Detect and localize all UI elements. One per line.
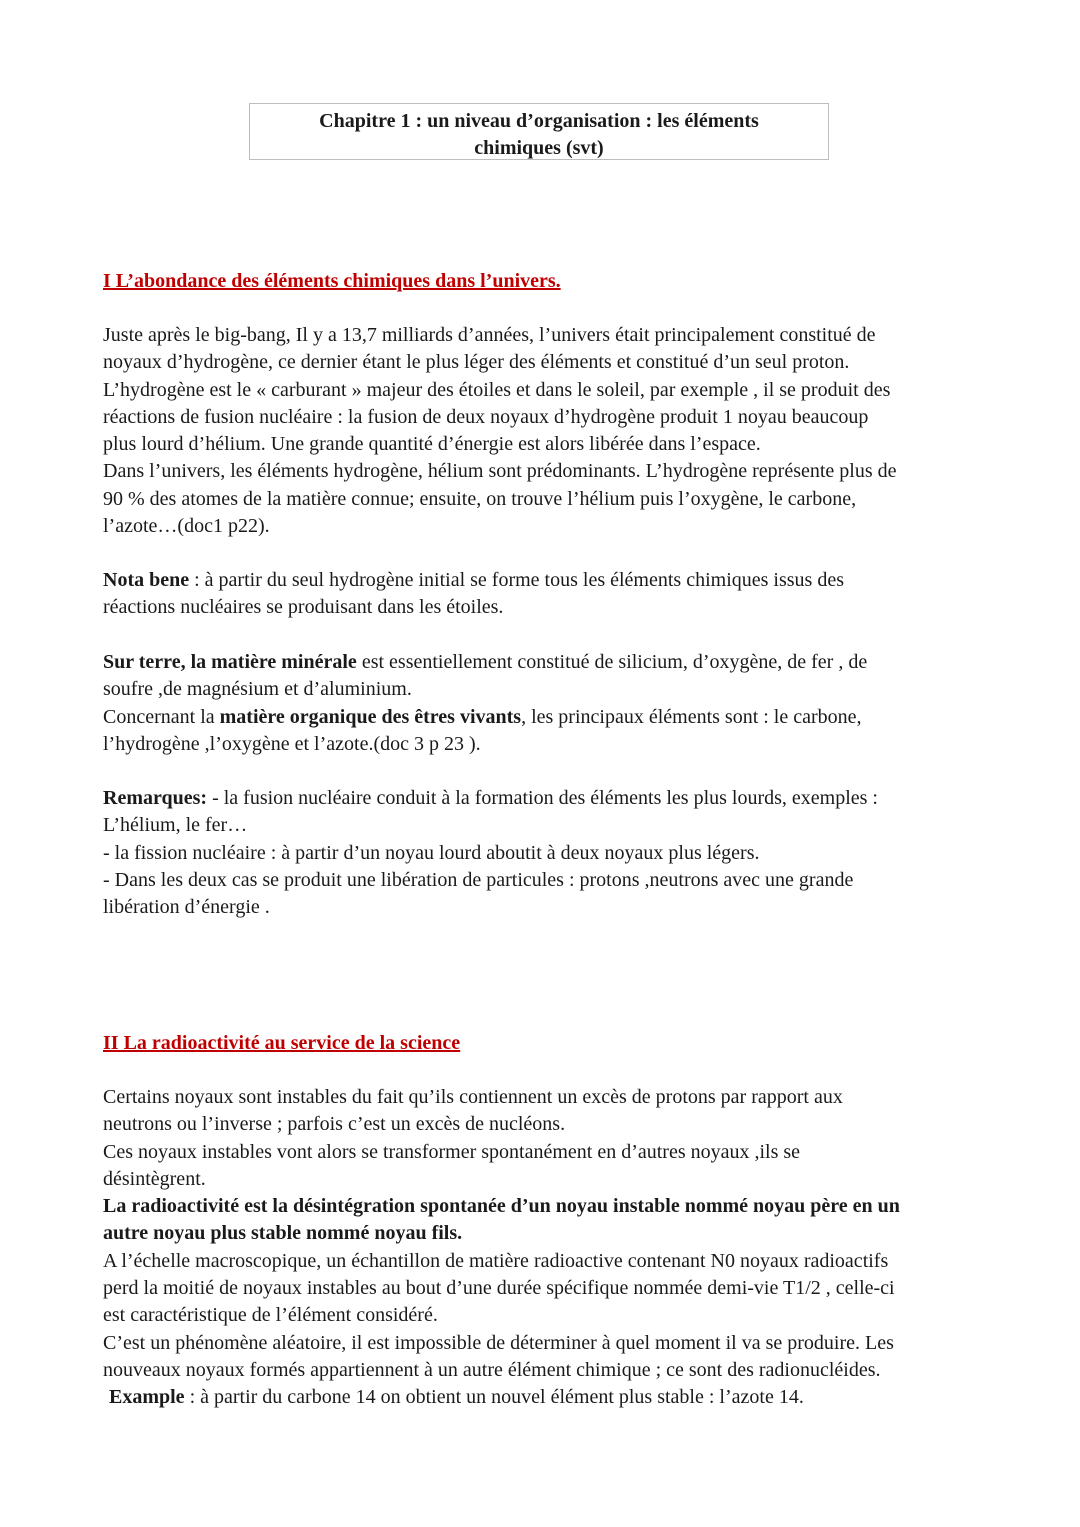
paragraph-line: L’hydrogène est le « carburant » majeur des étoiles et dans le soleil, par exemple , il se produit des <box>103 378 891 401</box>
organic-matter-label: matière organique des êtres vivants <box>219 705 522 728</box>
paragraph-line: Certains noyaux sont instables du fait qu’ils contiennent un excès de protons par rapport aux <box>103 1086 843 1108</box>
remarks-label: Remarques: <box>103 787 208 809</box>
paragraph-line: l’azote…(doc1 p22). <box>103 515 270 538</box>
chapter-title-line-2: chimiques (svt) <box>474 137 604 159</box>
chapter-title-box <box>249 103 829 160</box>
organic-matter-prefix: Concernant la <box>103 705 220 728</box>
section-2-heading: II La radioactivité au service de la science <box>103 1032 461 1054</box>
paragraph-line: Juste après le big-bang, Il y a 13,7 milliards d’années, l’univers était principalement constitué de <box>103 324 876 346</box>
section-2-paragraph <box>103 1084 983 1412</box>
paragraph-line: désintègrent. <box>103 1167 206 1190</box>
section-1-heading: I L’abondance des éléments chimiques dans l’univers. <box>103 270 561 292</box>
mineral-matter-label: Sur terre, la matière minérale <box>103 651 357 673</box>
paragraph-line: nouveaux noyaux formés appartiennent à un autre élément chimique ; ce sont des radionucléides. <box>103 1358 881 1381</box>
paragraph-line <box>103 704 983 731</box>
nota-bene-label: Nota bene <box>103 569 190 591</box>
paragraph-line: C’est un phénomène aléatoire, il est impossible de déterminer à quel moment il va se produire. Les <box>103 1331 894 1354</box>
paragraph-line <box>103 649 983 676</box>
paragraph-line: - la fission nucléaire : à partir d’un noyau lourd aboutit à deux noyaux plus légers. <box>103 841 760 864</box>
mineral-matter-text: est essentiellement constitué de silicium, d’oxygène, de fer , de <box>356 651 868 673</box>
paragraph-line: neutrons ou l’inverse ; parfois c’est un excès de nucléons. <box>103 1113 566 1136</box>
nota-bene-paragraph <box>103 567 983 622</box>
remarks-paragraph <box>103 785 983 921</box>
radioactivity-definition <box>103 1193 983 1220</box>
paragraph-line: 90 % des atomes de la matière connue; ensuite, on trouve l’hélium puis l’oxygène, le carbone, <box>103 487 857 510</box>
nota-bene-text: : à partir du seul hydrogène initial se forme tous les éléments chimiques issus des <box>189 569 844 591</box>
paragraph-line: Ces noyaux instables vont alors se transformer spontanément en d’autres noyaux ,ils se <box>103 1140 801 1163</box>
paragraph-line: Dans l’univers, les éléments hydrogène, hélium sont prédominants. L’hydrogène représente plus de <box>103 460 897 483</box>
remarks-text: - la fusion nucléaire conduit à la formation des éléments les plus lourds, exemples : <box>207 787 878 809</box>
paragraph-line: réactions de fusion nucléaire : la fusion de deux noyaux d’hydrogène produit 1 noyau beaucoup <box>103 405 869 428</box>
paragraph-line: est caractéristique de l’élément considéré. <box>103 1304 438 1327</box>
paragraph-line: L’hélium, le fer… <box>103 814 248 837</box>
paragraph-line: A l’échelle macroscopique, un échantillon de matière radioactive contenant N0 noyaux radioactifs <box>103 1249 889 1272</box>
example-line <box>103 1384 983 1411</box>
definition-line: autre noyau plus stable nommé noyau fils. <box>103 1222 463 1245</box>
paragraph-line: l’hydrogène ,l’oxygène et l’azote.(doc 3 p 23 ). <box>103 732 481 755</box>
matter-paragraph <box>103 649 983 758</box>
section-1-paragraph <box>103 322 983 540</box>
paragraph-line <box>103 785 983 812</box>
paragraph-line: plus lourd d’hélium. Une grande quantité d’énergie est alors libérée dans l’espace. <box>103 433 761 456</box>
definition-line: La radioactivité est la désintégration spontanée d’un noyau instable nommé noyau père en un <box>103 1195 900 1218</box>
example-text: : à partir du carbone 14 on obtient un nouvel élément plus stable : l’azote 14. <box>184 1386 804 1409</box>
paragraph-line: - Dans les deux cas se produit une libération de particules : protons ,neutrons avec une grande <box>103 868 854 891</box>
chapter-title-line-1: Chapitre 1 : un niveau d’organisation : les éléments <box>319 110 759 132</box>
example-label: Example <box>109 1386 185 1409</box>
paragraph-line: soufre ,de magnésium et d’aluminium. <box>103 678 412 701</box>
paragraph-line: noyaux d’hydrogène, ce dernier étant le plus léger des éléments et constitué d’un seul proton. <box>103 351 850 374</box>
organic-matter-text: , les principaux éléments sont : le carbone, <box>521 705 862 728</box>
paragraph-line: perd la moitié de noyaux instables au bout d’une durée spécifique nommée demi-vie T1/2 , celle-ci <box>103 1277 895 1300</box>
radioactivity-definition <box>103 1220 983 1247</box>
paragraph-line: libération d’énergie . <box>103 896 270 919</box>
paragraph-line <box>103 567 983 594</box>
paragraph-line: réactions nucléaires se produisant dans les étoiles. <box>103 596 504 619</box>
